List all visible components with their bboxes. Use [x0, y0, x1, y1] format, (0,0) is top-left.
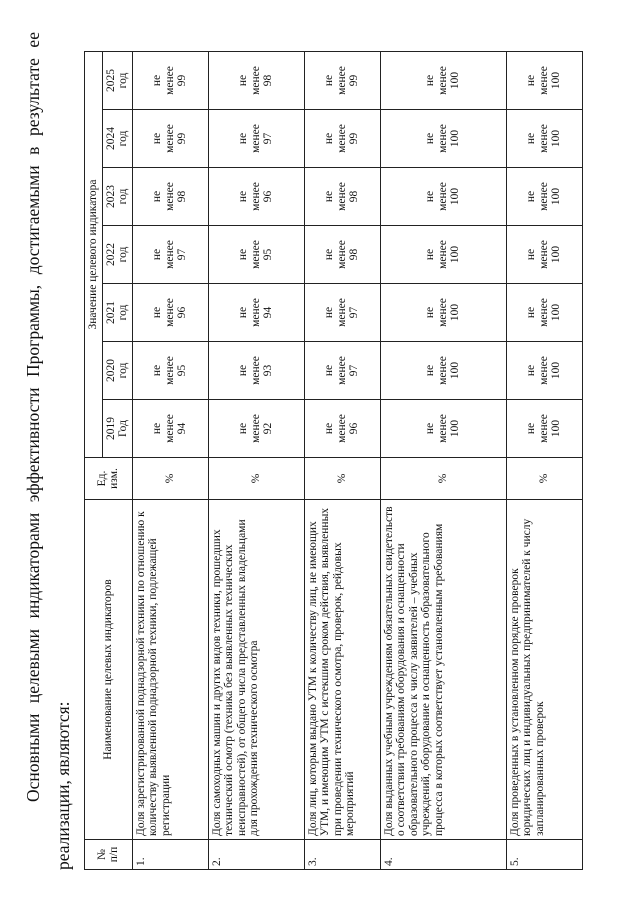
intro-word: в [23, 146, 43, 155]
intro-word: индикаторами [23, 512, 43, 619]
indicator-value [208, 226, 304, 284]
value-line: не [237, 248, 250, 261]
indicator-unit: % [208, 458, 304, 500]
value-line: не [525, 74, 538, 87]
table-row [380, 52, 506, 870]
value-line: не [151, 190, 164, 203]
value-line: менее [436, 66, 449, 95]
indicator-value [304, 52, 380, 110]
value-line: 98 [348, 190, 361, 203]
value-line: 100 [449, 361, 462, 380]
indicator-unit: % [380, 458, 506, 500]
value-line: не [151, 364, 164, 377]
value-line: не [525, 248, 538, 261]
intro-word: достигаемыми [23, 165, 43, 275]
value-line: менее [436, 414, 449, 443]
value-line: не [323, 306, 336, 319]
indicator-value [506, 226, 582, 284]
indicator-unit: % [304, 458, 380, 500]
value-line: 98 [176, 190, 189, 203]
value-line: не [424, 248, 437, 261]
value-line: не [237, 74, 250, 87]
value-line: не [237, 132, 250, 145]
value-line: 100 [550, 187, 563, 206]
intro-word: целевыми [23, 628, 43, 704]
header-indicator-value: Значение целевого индикатора [85, 52, 103, 458]
value-line: не [151, 248, 164, 261]
value-line: 99 [348, 132, 361, 145]
value-line: 97 [348, 306, 361, 319]
value-line: менее [436, 124, 449, 153]
header-year-2021 [102, 284, 132, 342]
indicator-value [506, 52, 582, 110]
value-line: 94 [262, 306, 275, 319]
indicator-value [506, 110, 582, 168]
value-line: менее [249, 66, 262, 95]
indicator-value [380, 52, 506, 110]
value-line: менее [436, 356, 449, 385]
value-line: не [424, 74, 437, 87]
value-line: 95 [262, 248, 275, 261]
indicator-value [304, 226, 380, 284]
indicator-value [380, 342, 506, 400]
year-label: 2021 [104, 301, 117, 324]
value-line: менее [249, 356, 262, 385]
value-line: не [237, 190, 250, 203]
indicator-value [208, 52, 304, 110]
year-unit: Год [116, 420, 129, 437]
value-line: 99 [176, 132, 189, 145]
value-line: менее [163, 356, 176, 385]
value-line: менее [436, 240, 449, 269]
year-unit: год [116, 246, 129, 263]
indicator-value [506, 400, 582, 458]
indicator-value [380, 400, 506, 458]
value-line: не [424, 190, 437, 203]
intro-line-2: реализации, являются: [53, 701, 73, 870]
value-line: менее [335, 298, 348, 327]
year-unit: год [116, 72, 129, 89]
indicator-name: Доля самоходных машин и других видов техники, прошедших технический осмотр (техника без выявленных технических неисправностей), от общего числа представленных владельцами для прохождения технического осмотра [208, 500, 304, 840]
value-line: менее [335, 356, 348, 385]
value-line: менее [335, 66, 348, 95]
indicator-value [132, 52, 208, 110]
value-line: менее [335, 124, 348, 153]
value-line: не [424, 364, 437, 377]
value-line: 95 [176, 364, 189, 377]
indicator-value [132, 226, 208, 284]
value-line: менее [249, 240, 262, 269]
indicator-value [132, 342, 208, 400]
header-year-2022 [102, 226, 132, 284]
value-line: 96 [262, 190, 275, 203]
year-unit: год [116, 304, 129, 321]
value-line: 100 [449, 129, 462, 148]
value-line: не [323, 364, 336, 377]
value-line: менее [163, 124, 176, 153]
value-line: менее [249, 298, 262, 327]
intro-word: Основными [23, 713, 43, 802]
header-name: Наименование целевых индикаторов [85, 500, 133, 840]
value-line: менее [537, 298, 550, 327]
header-year-2024 [102, 110, 132, 168]
value-line: менее [335, 182, 348, 211]
value-line: менее [537, 240, 550, 269]
value-line: менее [436, 182, 449, 211]
value-line: 100 [550, 71, 563, 90]
value-line: 98 [348, 248, 361, 261]
intro-word: результате [23, 58, 43, 137]
header-year-2023 [102, 168, 132, 226]
value-line: менее [163, 298, 176, 327]
indicator-value [208, 400, 304, 458]
value-line: не [424, 132, 437, 145]
header-unit: Ед. изм. [85, 458, 133, 500]
value-line: не [151, 132, 164, 145]
header-year-2020 [102, 342, 132, 400]
intro-line-1 [18, 32, 48, 802]
year-label: 2024 [104, 127, 117, 150]
header-num: № п/п [85, 840, 133, 870]
indicators-table [84, 51, 583, 870]
value-line: 97 [262, 132, 275, 145]
value-line: 97 [348, 364, 361, 377]
header-year-2019 [102, 400, 132, 458]
value-line: не [525, 364, 538, 377]
value-line: не [424, 306, 437, 319]
value-line: не [237, 306, 250, 319]
indicator-value [380, 226, 506, 284]
year-label: 2022 [104, 243, 117, 266]
year-unit: год [116, 188, 129, 205]
value-line: 100 [550, 303, 563, 322]
value-line: не [525, 422, 538, 435]
indicator-value [380, 168, 506, 226]
value-line: 100 [449, 245, 462, 264]
value-line: не [424, 422, 437, 435]
indicator-value [208, 168, 304, 226]
value-line: не [323, 132, 336, 145]
value-line: менее [163, 414, 176, 443]
year-unit: год [116, 362, 129, 379]
year-unit: год [116, 130, 129, 147]
header-year-2025 [102, 52, 132, 110]
row-number: 2. [208, 840, 304, 870]
value-line: не [323, 190, 336, 203]
year-label: 2025 [104, 69, 117, 92]
table-row [304, 52, 380, 870]
value-line: 100 [449, 303, 462, 322]
value-line: менее [163, 182, 176, 211]
value-line: не [525, 132, 538, 145]
value-line: 96 [348, 422, 361, 435]
row-number: 3. [304, 840, 380, 870]
indicator-value [304, 284, 380, 342]
indicator-value [132, 110, 208, 168]
value-line: менее [537, 66, 550, 95]
intro-paragraph [18, 32, 78, 870]
value-line: менее [335, 240, 348, 269]
value-line: менее [163, 240, 176, 269]
value-line: не [151, 74, 164, 87]
value-line: не [237, 364, 250, 377]
row-number: 5. [506, 840, 582, 870]
indicator-value [132, 284, 208, 342]
value-line: не [323, 248, 336, 261]
indicator-name: Доля лиц, которым выдано УТМ к количеству лиц, не имеющих УТМ, и имеющим УТМ с истекшим сроком действия, выявленных при проведении технического осмотра, проверок, рейдовых мероприятий [304, 500, 380, 840]
value-line: 97 [176, 248, 189, 261]
value-line: не [525, 190, 538, 203]
value-line: 94 [176, 422, 189, 435]
value-line: 99 [176, 74, 189, 87]
indicator-value [506, 284, 582, 342]
value-line: менее [249, 124, 262, 153]
table-row [132, 52, 208, 870]
intro-word: ее [23, 32, 43, 48]
value-line: 100 [449, 71, 462, 90]
value-line: менее [537, 182, 550, 211]
indicator-value [304, 400, 380, 458]
value-line: не [151, 422, 164, 435]
value-line: менее [537, 124, 550, 153]
indicator-value [208, 110, 304, 168]
indicator-value [132, 400, 208, 458]
table-row [506, 52, 582, 870]
indicator-value [380, 110, 506, 168]
value-line: не [525, 306, 538, 319]
value-line: 96 [176, 306, 189, 319]
value-line: 100 [449, 419, 462, 438]
indicator-name: Доля выданных учебным учреждениям обязательных свидетельств о соответствии требованиям оборудования и оснащенности образовательного процесса к числу заявителей – учебных учреждений, оборудование и оснащенность образовательного процесса в которых соответствует установленным требованиям [380, 500, 506, 840]
value-line: 100 [449, 187, 462, 206]
value-line: менее [436, 298, 449, 327]
indicator-value [380, 284, 506, 342]
intro-word: Программы, [23, 284, 43, 377]
value-line: не [323, 74, 336, 87]
value-line: 99 [348, 74, 361, 87]
value-line: не [151, 306, 164, 319]
indicator-unit: % [132, 458, 208, 500]
value-line: менее [537, 414, 550, 443]
value-line: менее [249, 182, 262, 211]
value-line: не [237, 422, 250, 435]
value-line: менее [335, 414, 348, 443]
value-line: 100 [550, 361, 563, 380]
value-line: 98 [262, 74, 275, 87]
value-line: 100 [550, 129, 563, 148]
indicator-unit: % [506, 458, 582, 500]
indicators-table-body [132, 52, 582, 870]
value-line: 100 [550, 419, 563, 438]
value-line: 92 [262, 422, 275, 435]
indicator-value [208, 284, 304, 342]
indicator-value [132, 168, 208, 226]
row-number: 4. [380, 840, 506, 870]
value-line: не [323, 422, 336, 435]
value-line: 93 [262, 364, 275, 377]
row-number: 1. [132, 840, 208, 870]
indicator-name: Доля зарегистрированной поднадзорной техники по отношению к количеству выявленной поднадзорной техники, подлежащей регистрации [132, 500, 208, 840]
value-line: менее [249, 414, 262, 443]
year-label: 2020 [104, 359, 117, 382]
year-label: 2019 [104, 417, 117, 440]
indicator-value [304, 342, 380, 400]
indicator-value [304, 110, 380, 168]
value-line: 100 [550, 245, 563, 264]
intro-word: эффективности [23, 387, 43, 503]
value-line: менее [163, 66, 176, 95]
indicator-value [304, 168, 380, 226]
indicator-value [208, 342, 304, 400]
indicator-name: Доля проведенных в установленном порядке проверок юридических лиц и индивидуальных предпринимателей к числу запланированных проверок [506, 500, 582, 840]
value-line: менее [537, 356, 550, 385]
table-row [208, 52, 304, 870]
year-label: 2023 [104, 185, 117, 208]
indicator-value [506, 168, 582, 226]
indicator-value [506, 342, 582, 400]
